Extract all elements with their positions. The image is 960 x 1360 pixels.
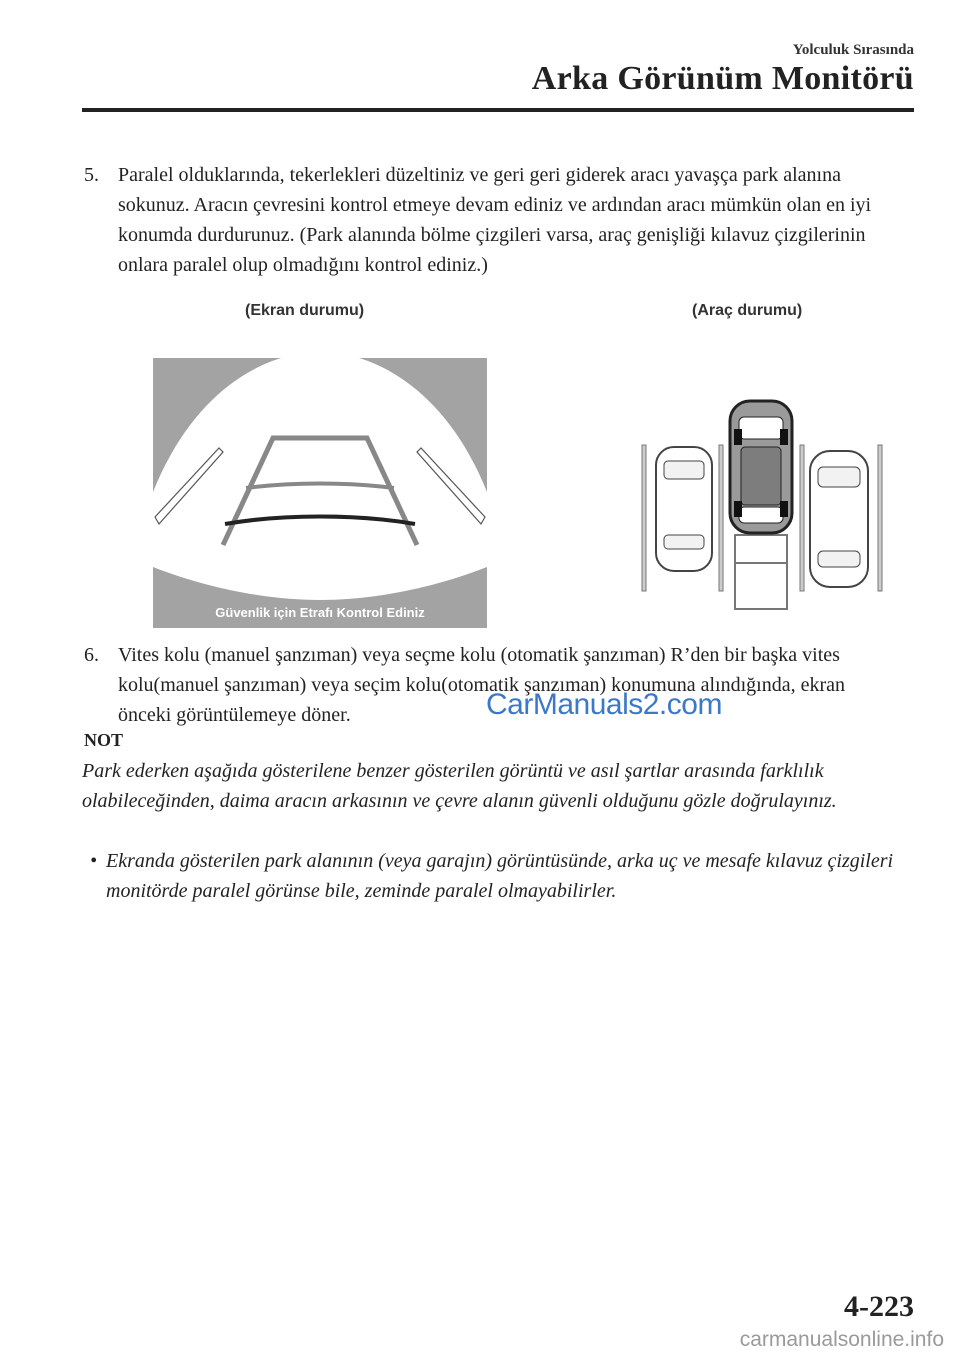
footer-link[interactable]: carmanualsonline.info [739,1328,944,1351]
step-6 [84,640,874,730]
step-text: Paralel olduklarında, tekerlekleri düzeltiniz ve geri geri giderek aracı yavaşça park alanına sokunuz. Aracın çevresini kontrol etmeye devam ediniz ve ardından aracı mümkün olan en iyi konumda durdurunuz. (Park alanında bölme çizgileri varsa, araç genişliği kılavuz çizgilerinin onlara paralel olup olmadığını kontrol ediniz.) [118,164,872,276]
rear-camera-screen-illustration [153,352,487,628]
page-title: Arka Görünüm Monitörü [531,60,914,97]
bullet-text: Ekranda gösterilen park alanının (veya garajın) görüntüsünde, arka uç ve mesafe kılavuz çizgileri monitörde paralel görünse bile, zeminde paralel olmayabilirler. [106,850,894,902]
header-divider [82,108,914,112]
note-heading: NOT [84,730,124,750]
vehicle-caption: (Araç durumu) [692,302,803,319]
parking-cars-illustration [638,395,886,615]
center-reversing-car [730,401,792,533]
rear-camera-screen [153,352,487,628]
note-bullet [90,846,910,906]
section-title: Yolculuk Sırasında [792,42,914,58]
step-number: 5. [84,164,99,186]
step-text: Vites kolu (manuel şanzıman) veya seçme kolu (otomatik şanzıman) R’den bir başka vites kolu(manuel şanzıman) veya seçim kolu(otomatik şanzıman) konumuna alındığında, ekran önceki görüntülemeye döner. [118,644,846,726]
step-number: 6. [84,644,99,666]
vehicle-parking-diagram [638,395,886,615]
bullet-icon: • [90,850,98,872]
note-text: Park ederken aşağıda gösterilene benzer gösterilen görüntü ve asıl şartlar arasında farklılık olabileceğinden, daima aracın arkasının ve çevre alanın güvenli olduğunu gözle doğrulayınız. [82,760,837,812]
right-parked-car [810,451,868,587]
watermark: CarManuals2.com [486,688,722,721]
page-number: 4-223 [844,1290,914,1323]
screen-warning-label: Güvenlik için Etrafı Kontrol Ediniz [215,605,425,620]
screen-caption: (Ekran durumu) [245,302,365,319]
step-5 [84,160,874,280]
left-parked-car [656,447,712,571]
